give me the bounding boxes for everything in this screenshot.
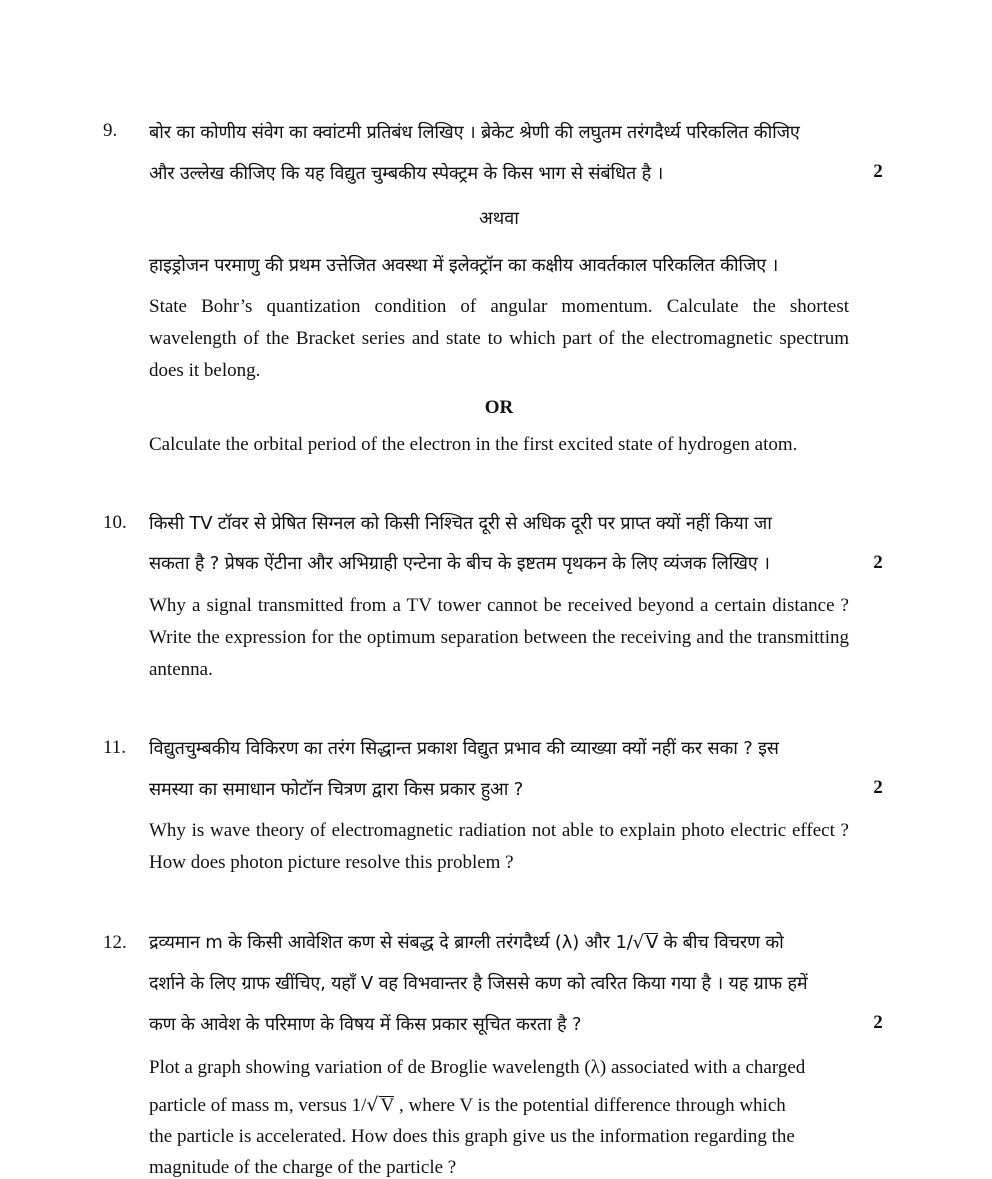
english-line-2-start: particle of mass m, versus 1/ — [149, 1095, 367, 1116]
question-number: 11. — [103, 737, 127, 758]
hindi-alternative: हाइड्रोजन परमाणु की प्रथम उत्तेजित अवस्था में इलेक्ट्रॉन का कक्षीय आवर्तकाल परिकलित कीजिए । — [149, 255, 779, 276]
hindi-line-2: दर्शाने के लिए ग्राफ खींचिए, यहाँ V वह विभवान्तर है जिससे कण को त्वरित किया गया है । यह ग्राफ हमें — [149, 973, 808, 994]
marks: 2 — [873, 777, 883, 798]
english-or-separator: OR — [484, 397, 514, 418]
hindi-line-1-start: द्रव्यमान m के किसी आवेशित कण से संबद्ध दे ब्राग्ली तरंगदैर्ध्य (λ) और 1/ — [149, 932, 633, 953]
hindi-line-1 — [149, 930, 851, 954]
question-number: 10. — [103, 512, 127, 533]
english-text: Why is wave theory of electromagnetic radiation not able to explain photo electric effect ? How does photon picture resolve this problem ? — [149, 820, 849, 873]
hindi-line-2: और उल्लेख कीजिए कि यह विद्युत चुम्बकीय स्पेक्ट्रम के किस भाग से संबंधित है । — [149, 163, 664, 184]
marks: 2 — [873, 161, 883, 182]
hindi-line-1: विद्युतचुम्बकीय विकिरण का तरंग सिद्धान्त प्रकाश विद्युत प्रभाव की व्याख्या क्यों नहीं कर सका ? इस — [149, 738, 779, 759]
english-alternative: Calculate the orbital period of the electron in the first excited state of hydrogen atom. — [149, 434, 798, 455]
hindi-line-1: बोर का कोणीय संवेग का क्वांटमी प्रतिबंध लिखिए । ब्रेकेट श्रेणी की लघुतम तरंगदैर्ध्य परिकलित कीजिए — [149, 122, 800, 143]
marks: 2 — [873, 552, 883, 573]
sqrt-operand: V — [380, 1095, 395, 1116]
english-text: State Bohr’s quantization condition of angular momentum. Calculate the shortest wavelength of the Bracket series and state to which part of the electromagnetic spectrum does it belong. — [149, 296, 849, 381]
hindi-line-3: कण के आवेश के परिमाण के विषय में किस प्रकार सूचित करता है ? — [149, 1014, 582, 1035]
english-line-3: the particle is accelerated. How does this graph give us the information regarding the — [149, 1126, 795, 1147]
sqrt-icon: √ — [366, 1094, 379, 1116]
hindi-line-1: किसी TV टॉवर से प्रेषित सिग्नल को किसी निश्चित दूरी से अधिक दूरी पर प्राप्त क्यों नहीं किया जा — [149, 513, 772, 534]
english-line-2 — [149, 1094, 849, 1117]
english-text: Why a signal transmitted from a TV tower cannot be received beyond a certain distance ? Write the expression for the optimum separation between the receiving and the transmitting antenna. — [149, 595, 849, 680]
question-number: 9. — [103, 120, 118, 141]
hindi-or-separator: अथवा — [479, 208, 519, 229]
sqrt-operand: V — [645, 932, 658, 953]
hindi-line-2: समस्या का समाधान फोटॉन चित्रण द्वारा किस प्रकार हुआ ? — [149, 779, 524, 800]
english-line-2-end: , where V is the potential difference through which — [394, 1095, 786, 1116]
sqrt-icon: √ — [632, 932, 644, 953]
question-number: 12. — [103, 932, 127, 953]
english-line-4: magnitude of the charge of the particle ? — [149, 1157, 457, 1178]
marks: 2 — [873, 1012, 883, 1033]
hindi-line-1-end: के बीच विचरण को — [657, 932, 784, 953]
english-line-1: Plot a graph showing variation of de Broglie wavelength (λ) associated with a charged — [149, 1057, 806, 1078]
hindi-line-2: सकता है ? प्रेषक ऐंटीना और अभिग्राही एन्टेना के बीच के इष्टतम पृथकन के लिए व्यंजक लिखिए । — [149, 553, 770, 574]
